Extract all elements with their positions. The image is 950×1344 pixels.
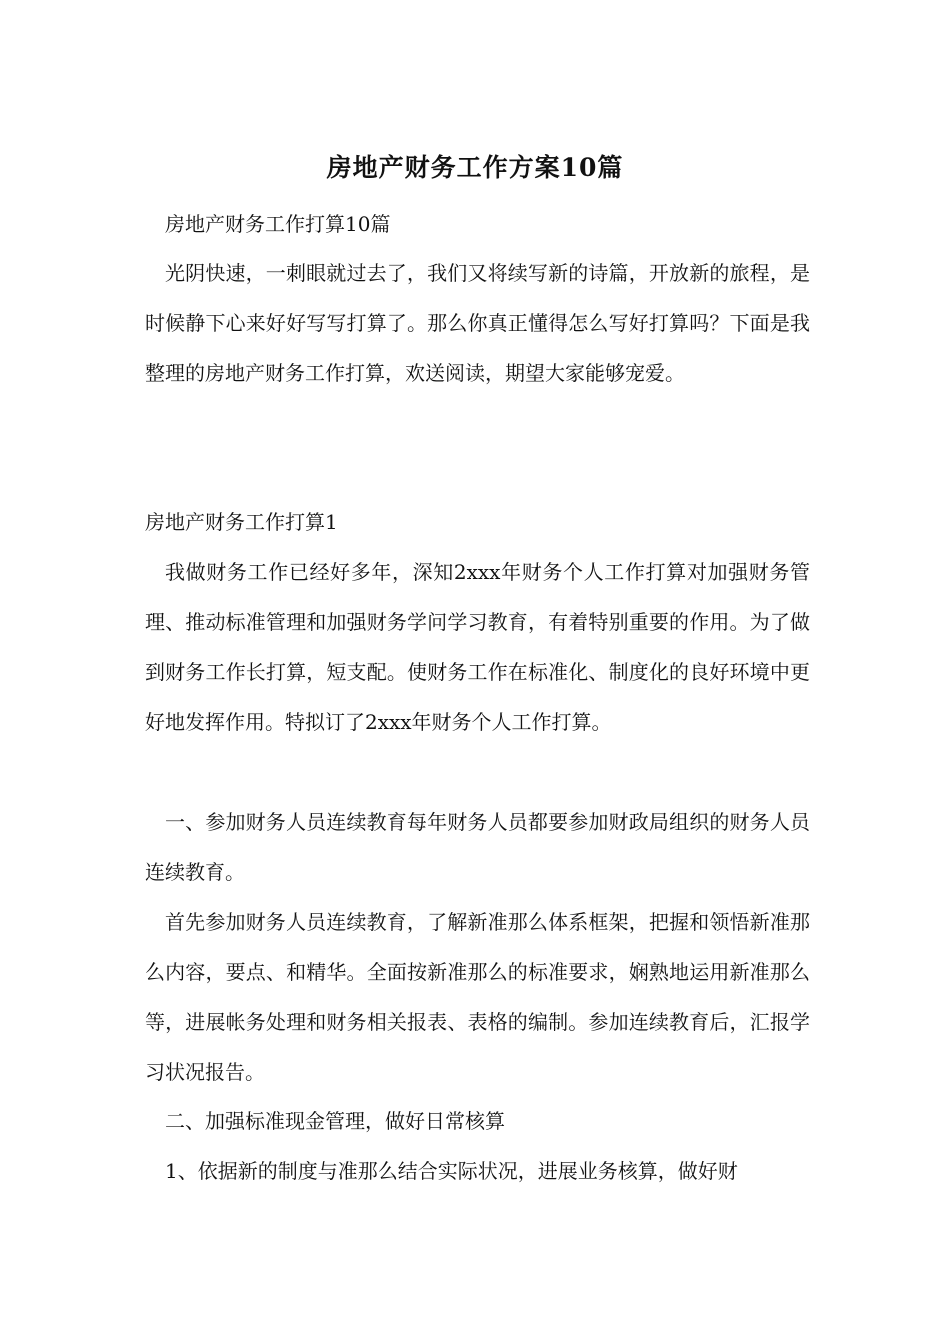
body-paragraph-4: 1、依据新的制度与准那么结合实际状况，进展业务核算，做好财 — [165, 1159, 738, 1183]
body-paragraph-1: 我做财务工作已经好多年，深知2xxx年财务个人工作打算对加强财务管理、推动标准管理和加强财务学问学习教育，有着特别重要的作用。为了做到财务工作长打算，短支配。使财务工作在标准化、制度化的良好环境中更好地发挥作用。特拟订了2xxx年财务个人工作打算。 — [145, 560, 810, 734]
subtitle-paragraph: 房地产财务工作打算10篇 — [165, 212, 391, 236]
section-heading-2: 二、加强标准现金管理，做好日常核算 — [165, 1109, 505, 1133]
section-heading-1: 房地产财务工作打算1 — [145, 510, 338, 534]
body-paragraph-3: 首先参加财务人员连续教育，了解新准那么体系框架，把握和领悟新准那么内容，要点、和精华。全面按新准那么的标准要求，娴熟地运用新准那么等，进展帐务处理和财务相关报表、表格的编制。参加连续教育后，汇报学习状况报告。 — [145, 910, 810, 1084]
intro-paragraph: 光阴快速，一刺眼就过去了，我们又将续写新的诗篇，开放新的旅程，是时候静下心来好好写写打算了。那么你真正懂得怎么写好打算吗？下面是我整理的房地产财务工作打算，欢送阅读，期望大家能够宠爱。 — [145, 261, 810, 385]
body-paragraph-2: 一、参加财务人员连续教育每年财务人员都要参加财政局组织的财务人员连续教育。 — [145, 810, 810, 884]
document-title: 房地产财务工作方案10篇 — [326, 153, 624, 182]
